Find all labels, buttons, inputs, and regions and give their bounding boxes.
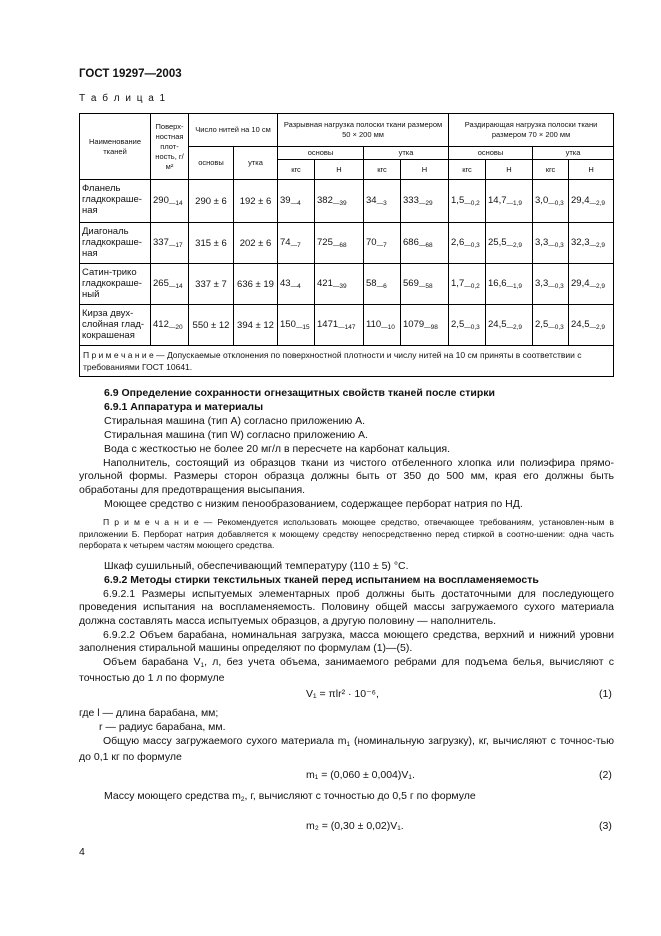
tensile-warp-kgf: $74_{—7}$ (278, 223, 315, 264)
header-tensile-warp: основы (278, 147, 364, 160)
header-threads-weft: утка (234, 147, 278, 180)
unit-kgf: кгс (364, 160, 401, 180)
unit-kgf: кгс (278, 160, 315, 180)
page-number: 4 (79, 846, 85, 858)
detergent-line: Моющее средство с низким пенообразованием, содержащее перборат натрия по НД. (104, 498, 523, 510)
tear-weft-n: $24,5_{—2,9}$ (569, 305, 614, 346)
tear-weft-n: $29,4_{—2,9}$ (569, 180, 614, 223)
tensile-weft-kgf: $70_{—7}$ (364, 223, 401, 264)
tensile-warp-n: $1471_{—147}$ (315, 305, 364, 346)
tear-warp-kgf: $1,5_{—0,2}$ (449, 180, 486, 223)
weft-threads: 192 ± 6 (234, 180, 278, 223)
table-row (80, 305, 614, 346)
unit-kgf: кгс (533, 160, 569, 180)
tear-weft-kgf: $2,5_{—0,3}$ (533, 305, 569, 346)
fabric-name: Диагональ гладкокраше-ная (80, 223, 151, 264)
header-tensile: Разрывная нагрузка полоски ткани размером 50 × 200 мм (278, 114, 449, 147)
tensile-weft-n: $333_{—29}$ (401, 180, 449, 223)
nominal-load-paragraph: Общую массу загружаемого сухого материала $m_1$ (номинальную загрузку), кг, вычисляют с точнос-тью до 0,1 кг по формуле (79, 735, 614, 764)
formula-1: V₁ = πlr² · 10⁻⁶, (306, 688, 379, 700)
filler-paragraph: Наполнитель, состоящий из образцов ткани из чистого отбеленного хлопка или полиэфира прямо-угольной формы. Размеры сторон образца должны быть от 350 до 500 мм, края его должны быть обработаны для предотвращения высыпания. (79, 457, 614, 496)
header-tear-warp: основы (449, 147, 533, 160)
tensile-weft-kgf: $34_{—3}$ (364, 180, 401, 223)
warp-threads: 550 ± 12 (189, 305, 234, 346)
header-threads-warp: основы (189, 147, 234, 180)
formula-3: m₂ = (0,30 ± 0,02)V₁. (306, 820, 404, 832)
tear-weft-kgf: $3,0_{—0,3}$ (533, 180, 569, 223)
formula-1-number: (1) (599, 688, 612, 700)
tear-warp-n: $14,7_{—1,9}$ (486, 180, 533, 223)
warp-threads: 290 ± 6 (189, 180, 234, 223)
density-value: $337_{—17}$ (151, 223, 189, 264)
tear-weft-n: $32,3_{—2,9}$ (569, 223, 614, 264)
tensile-warp-kgf: $39_{—4}$ (278, 180, 315, 223)
weft-threads: 636 ± 19 (234, 264, 278, 305)
tensile-weft-kgf: $58_{—6}$ (364, 264, 401, 305)
tensile-weft-n: $1079_{—98}$ (401, 305, 449, 346)
tear-warp-n: $24,5_{—2,9}$ (486, 305, 533, 346)
tensile-warp-n: $421_{—39}$ (315, 264, 364, 305)
tensile-warp-kgf: $150_{—15}$ (278, 305, 315, 346)
density-value: $265_{—14}$ (151, 264, 189, 305)
tensile-warp-kgf: $43_{—4}$ (278, 264, 315, 305)
tear-warp-kgf: $2,6_{—0,3}$ (449, 223, 486, 264)
tear-weft-n: $29,4_{—2,9}$ (569, 264, 614, 305)
tear-warp-kgf: $2,5_{—0,3}$ (449, 305, 486, 346)
formula-3-number: (3) (599, 820, 612, 832)
warp-threads: 315 ± 6 (189, 223, 234, 264)
unit-n: Н (569, 160, 614, 180)
table-row (80, 180, 614, 223)
tensile-weft-kgf: $110_{—10}$ (364, 305, 401, 346)
unit-kgf: кгс (449, 160, 486, 180)
weft-threads: 202 ± 6 (234, 223, 278, 264)
fabric-properties-table (79, 113, 614, 377)
warp-threads: 337 ± 7 (189, 264, 234, 305)
density-value: $290_{—14}$ (151, 180, 189, 223)
header-density: Поверх-ностная плот-ность, г/м² (151, 114, 189, 180)
header-threads: Число нитей на 10 см (189, 114, 278, 147)
fabric-name: Кирза двух-слойная глад-кокрашеная (80, 305, 151, 346)
detergent-note: П р и м е ч а н и е — Рекомендуется использовать моющее средство, отвечающее требованиям, установлен-ным в приложении Б. Перборат натрия добавляется к моющему средству непосредственно перед стиркой в соотно-шении: одна часть пербората к четырем частям моющего средства. (79, 517, 614, 551)
section-6-9-1-heading: 6.9.1 Аппаратура и материалы (104, 401, 264, 413)
fabric-name: Сатин-трико гладкокраше-ный (80, 264, 151, 305)
drum-volume-paragraph: Объем барабана $V_1$, л, без учета объема, занимаемого ребрами для подъема белья, вычисляют с точностью до 1 л по формуле (79, 656, 614, 685)
header-tensile-weft: утка (364, 147, 449, 160)
unit-n: Н (486, 160, 533, 180)
table-row (80, 223, 614, 264)
fabric-name: Фланель гладкокраше-ная (80, 180, 151, 223)
unit-n: Н (315, 160, 364, 180)
section-6-9-heading: 6.9 Определение сохранности огнезащитных свойств тканей после стирки (104, 387, 495, 399)
paragraph-6-9-2-1: 6.9.2.1 Размеры испытуемых элементарных проб должны быть достаточными для последующего проведения испытания на воспламеняемость. Половину общей массы загружаемого сухого материала должна составлять масса испытуемых образцов, а другую половину — наполнитель. (79, 588, 614, 627)
tensile-warp-n: $382_{—39}$ (315, 180, 364, 223)
unit-n: Н (401, 160, 449, 180)
tensile-weft-n: $686_{—68}$ (401, 223, 449, 264)
formula-2-number: (2) (599, 769, 612, 781)
tear-warp-n: $16,6_{—1,9}$ (486, 264, 533, 305)
tear-warp-kgf: $1,7_{—0,2}$ (449, 264, 486, 305)
detergent-mass-paragraph: Массу моющего средства $m_2$, г, вычисляют с точностью до 0,5 г по формуле (104, 790, 476, 803)
oven-line: Шкаф сушильный, обеспечивающий температуру (110 ± 5) °С. (104, 560, 409, 572)
table-note: П р и м е ч а н и е — Допускаемые отклонения по поверхностной плотности и числу нитей на 10 см приняты в соответствии с требованиями ГОСТ 10641. (80, 346, 614, 377)
header-tear-weft: утка (533, 147, 614, 160)
equipment-line: Вода с жесткостью не более 20 мг/л в пересчете на карбонат кальция. (104, 443, 450, 455)
table-row (80, 264, 614, 305)
tear-weft-kgf: $3,3_{—0,3}$ (533, 223, 569, 264)
table-caption: Т а б л и ц а 1 (79, 93, 167, 104)
where-l: где l — длина барабана, мм; (79, 707, 219, 719)
formula-2: m₁ = (0,060 ± 0,004)V₁. (306, 769, 415, 781)
equipment-line: Стиральная машина (тип А) согласно приложению А. (104, 415, 366, 427)
header-tear: Раздирающая нагрузка полоски ткани размером 70 × 200 мм (449, 114, 614, 147)
tensile-weft-n: $569_{—58}$ (401, 264, 449, 305)
weft-threads: 394 ± 12 (234, 305, 278, 346)
paragraph-6-9-2-2: 6.9.2.2 Объем барабана, номинальная загрузка, масса моющего средства, верхний и нижний уровни заполнения стиральной машины определяют по формулам (1)—(5). (79, 629, 614, 655)
tear-warp-n: $25,5_{—2,9}$ (486, 223, 533, 264)
density-value: $412_{—20}$ (151, 305, 189, 346)
where-r: r — радиус барабана, мм. (99, 721, 226, 733)
document-header: ГОСТ 19297—2003 (79, 68, 182, 80)
tensile-warp-n: $725_{—68}$ (315, 223, 364, 264)
section-6-9-2-heading: 6.9.2 Методы стирки текстильных тканей перед испытанием на воспламеняемость (104, 574, 539, 586)
equipment-line: Стиральная машина (тип W) согласно приложению А. (104, 429, 368, 441)
tear-weft-kgf: $3,3_{—0,3}$ (533, 264, 569, 305)
header-fabric-name: Наименование тканей (80, 114, 151, 180)
